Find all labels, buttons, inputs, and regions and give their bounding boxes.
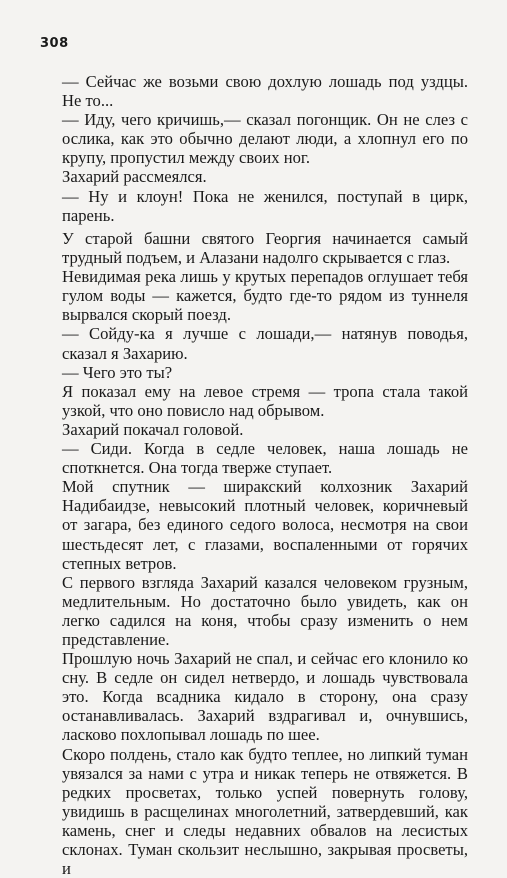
paragraph: С первого взгляда Захарий казался человеком грузным, медлительным. Но достаточно было увидеть, как он легко садился на коня, чтобы сразу изменить о нем представление.	[62, 572, 468, 649]
paragraph: Прошлую ночь Захарий не спал, и сейчас его клонило ко сну. В седле он сидел нетвердо, и лошадь чувствовала это. Когда всадника кидало в сторону, она сразу останавливалась. Захарий вздрагивал и, очнувшись, ласково похлопывал лошадь по шее.	[62, 649, 468, 745]
paragraph: У старой башни святого Георгия начинается самый трудный подъем, и Алазани надолго скрывается с глаз.	[62, 229, 468, 268]
paragraph: Мой спутник — ширакский колхозник Захарий Надибаидзе, невысокий плотный человек, коричневый от загара, без единого седого волоса, несмотря на свои шестьдесят лет, с глазами, воспаленными от горячих степных ветров.	[62, 477, 468, 573]
paragraph: — Иду, чего кричишь,— сказал погонщик. Он не слез с ослика, как это обычно делают люди, а хлопнул его по крупу, пропустил между своих ног.	[62, 110, 468, 168]
paragraph: Я показал ему на левое стремя — тропа стала такой узкой, что оно повисло над обрывом.	[62, 381, 468, 420]
paragraph: — Чего это ты?	[62, 362, 173, 382]
paragraph: Захарий покачал головой.	[62, 419, 244, 439]
paragraph: — Сейчас же возьми свою дохлую лошадь под уздцы. Не то...	[62, 72, 468, 111]
text-section-two	[62, 229, 468, 878]
paragraph: — Сойду-ка я лучше с лошади,— натянув поводья, сказал я Захарию.	[62, 324, 468, 363]
paragraph: — Ну и клоун! Пока не женился, поступай в цирк, парень.	[62, 186, 468, 225]
paragraph: Захарий рассмеялся.	[62, 167, 207, 187]
paragraph: Скоро полдень, стало как будто теплее, но липкий туман увязался за нами с утра и никак теперь не отвяжется. В редких просветах, только успей повернуть голову, увидишь в расщелинах многолетний, затвердевший, как камень, снег и следы недавних обвалов на лесистых склонах. Туман скользит неслышно, закрывая просветы, и	[62, 744, 468, 878]
paragraph: — Сиди. Когда в седле человек, наша лошадь не споткнется. Она тогда тверже ступает.	[62, 439, 468, 478]
paragraph: Невидимая река лишь у крутых перепадов оглушает тебя гулом воды — кажется, будто где-то рядом из туннеля вырвался скорый поезд.	[62, 267, 468, 325]
page-number: 308	[40, 36, 69, 51]
text-section-one	[62, 72, 468, 225]
